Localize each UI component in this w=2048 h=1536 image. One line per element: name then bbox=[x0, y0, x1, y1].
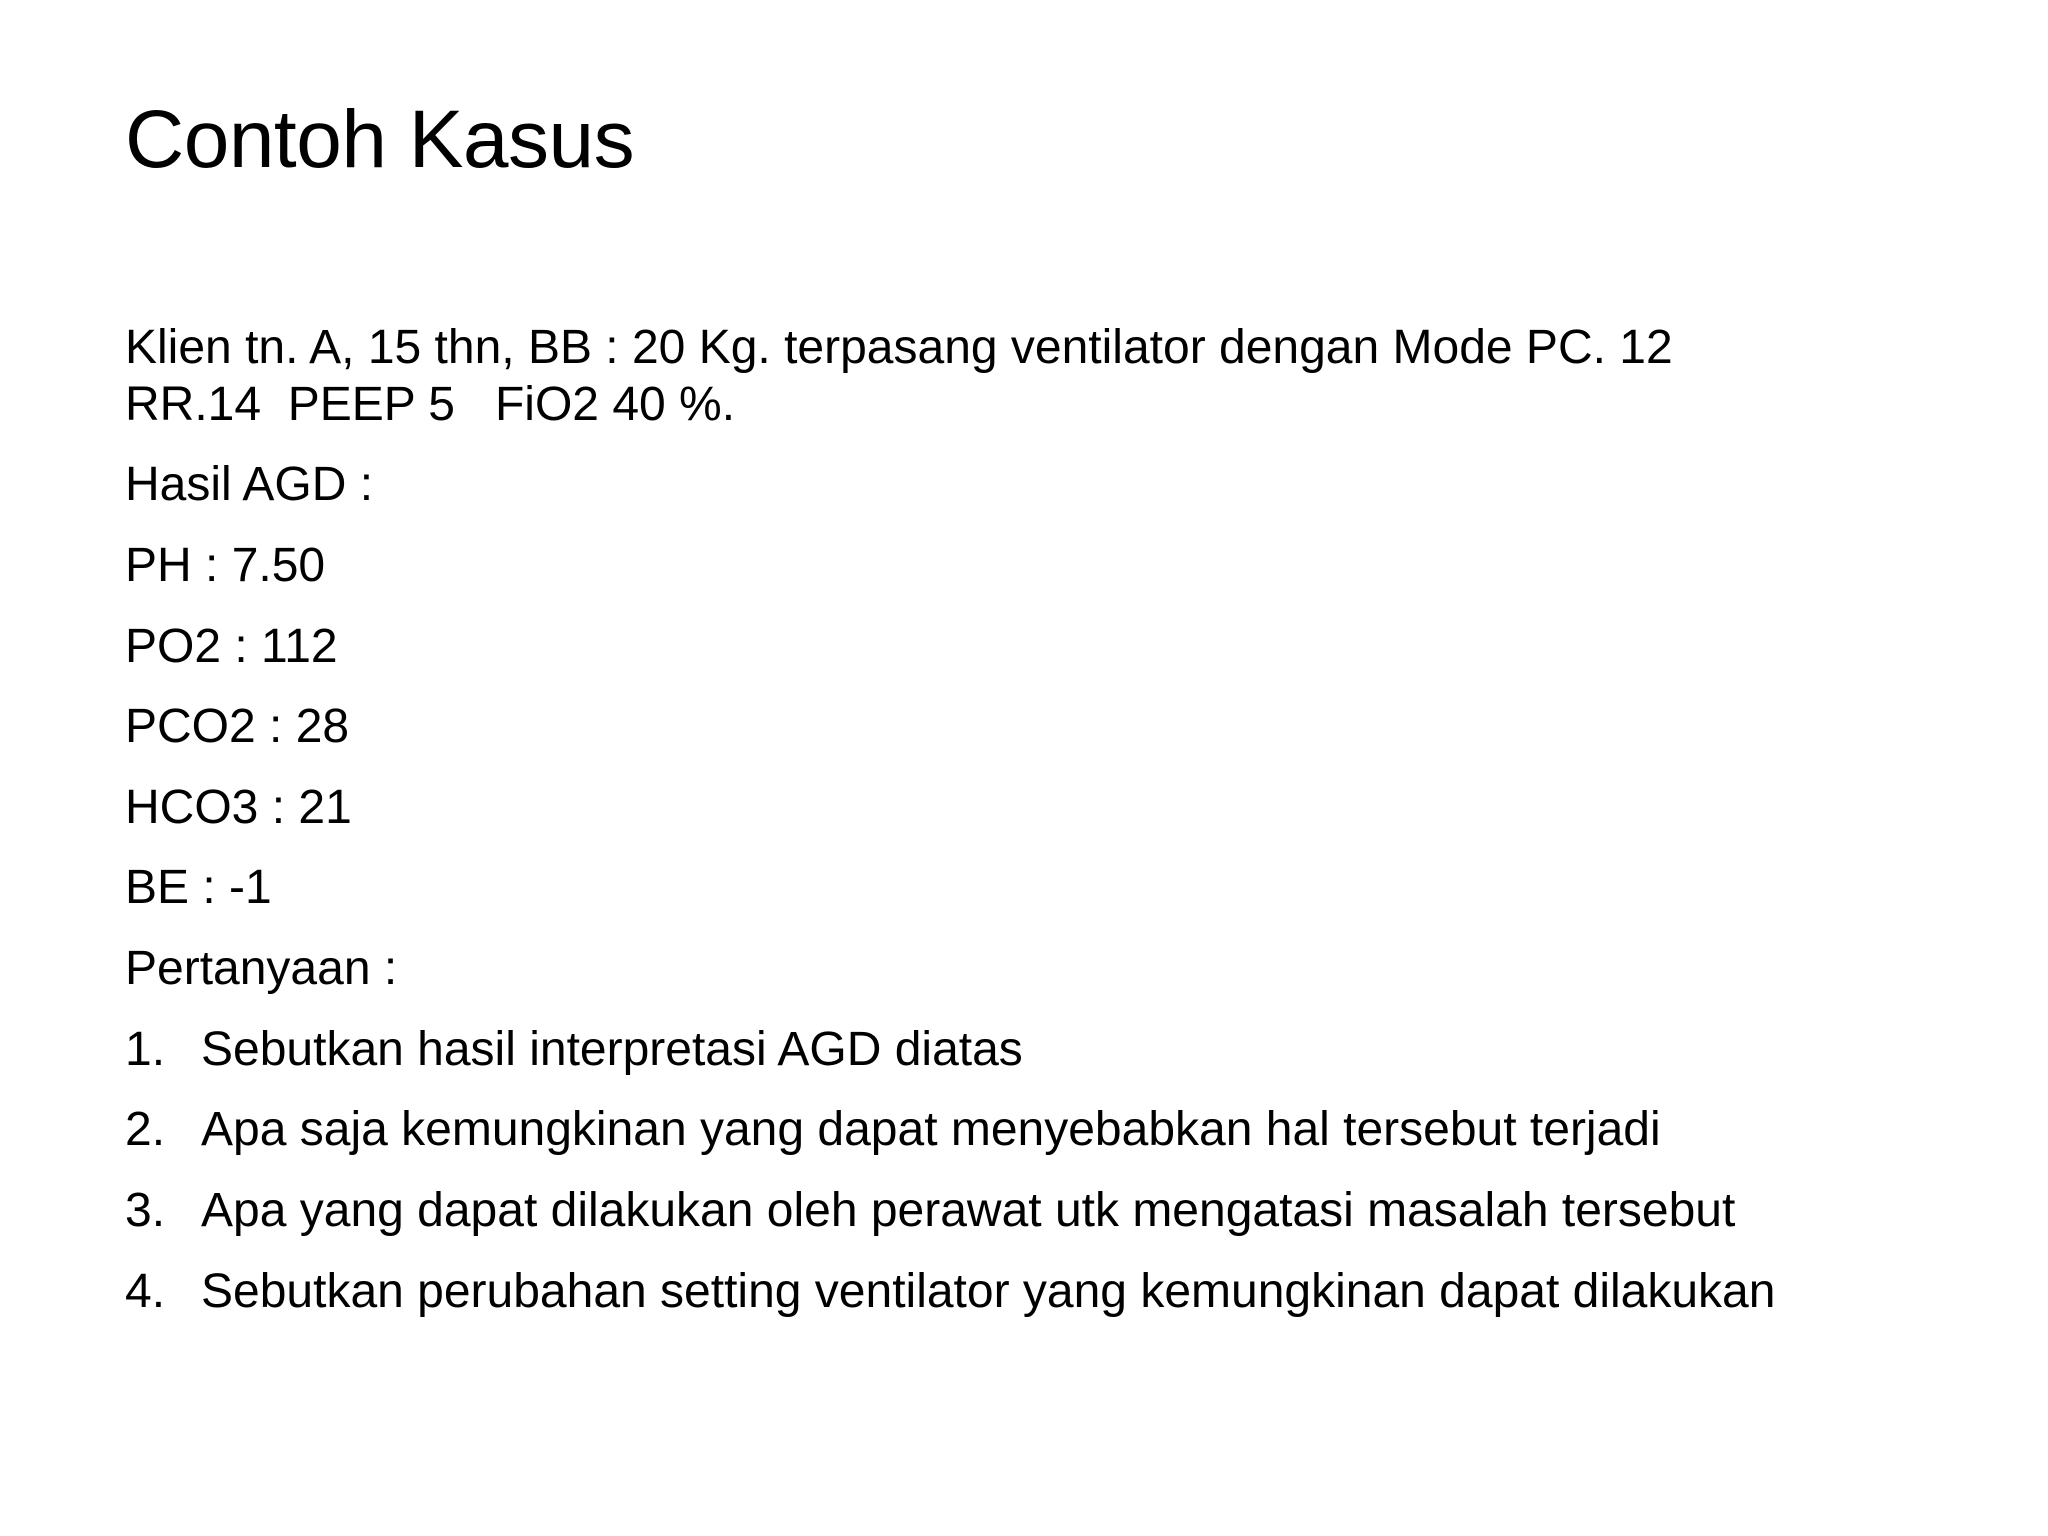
question-number: 4. bbox=[125, 1264, 166, 1318]
agd-value-ph: PH : 7.50 bbox=[125, 538, 326, 592]
question-text: Apa saja kemungkinan yang dapat menyebabkan hal tersebut terjadi bbox=[201, 1103, 1661, 1157]
question-number: 2. bbox=[125, 1103, 166, 1157]
case-line-1: Klien tn. A, 15 thn, BB : 20 Kg. terpasang ventilator dengan Mode PC. 12 bbox=[125, 321, 1673, 374]
agd-value-po2: PO2 : 112 bbox=[125, 619, 338, 673]
agd-value-hco3: HCO3 : 21 bbox=[125, 780, 352, 834]
question-text: Apa yang dapat dilakukan oleh perawat utk mengatasi masalah tersebut bbox=[201, 1183, 1736, 1237]
question-text: Sebutkan hasil interpretasi AGD diatas bbox=[201, 1022, 1023, 1076]
case-line-2: RR.14 PEEP 5 FiO2 40 %. bbox=[125, 377, 736, 431]
questions-heading: Pertanyaan : bbox=[125, 942, 398, 995]
question-text: Sebutkan perubahan setting ventilator yang kemungkinan dapat dilakukan bbox=[201, 1264, 1776, 1318]
question-item bbox=[125, 1022, 2005, 1079]
question-item bbox=[125, 1264, 2005, 1321]
questions-list bbox=[125, 1022, 2005, 1321]
question-item bbox=[125, 1102, 2005, 1159]
slide-body bbox=[125, 320, 2005, 1344]
question-number: 3. bbox=[125, 1183, 166, 1237]
agd-heading: Hasil AGD : bbox=[125, 458, 374, 512]
case-description bbox=[125, 320, 2005, 433]
agd-value-pco2: PCO2 : 28 bbox=[125, 700, 350, 754]
question-number: 1. bbox=[125, 1022, 166, 1076]
slide-title: Contoh Kasus bbox=[125, 94, 635, 185]
agd-value-be: BE : -1 bbox=[125, 861, 272, 915]
question-item bbox=[125, 1183, 2005, 1240]
